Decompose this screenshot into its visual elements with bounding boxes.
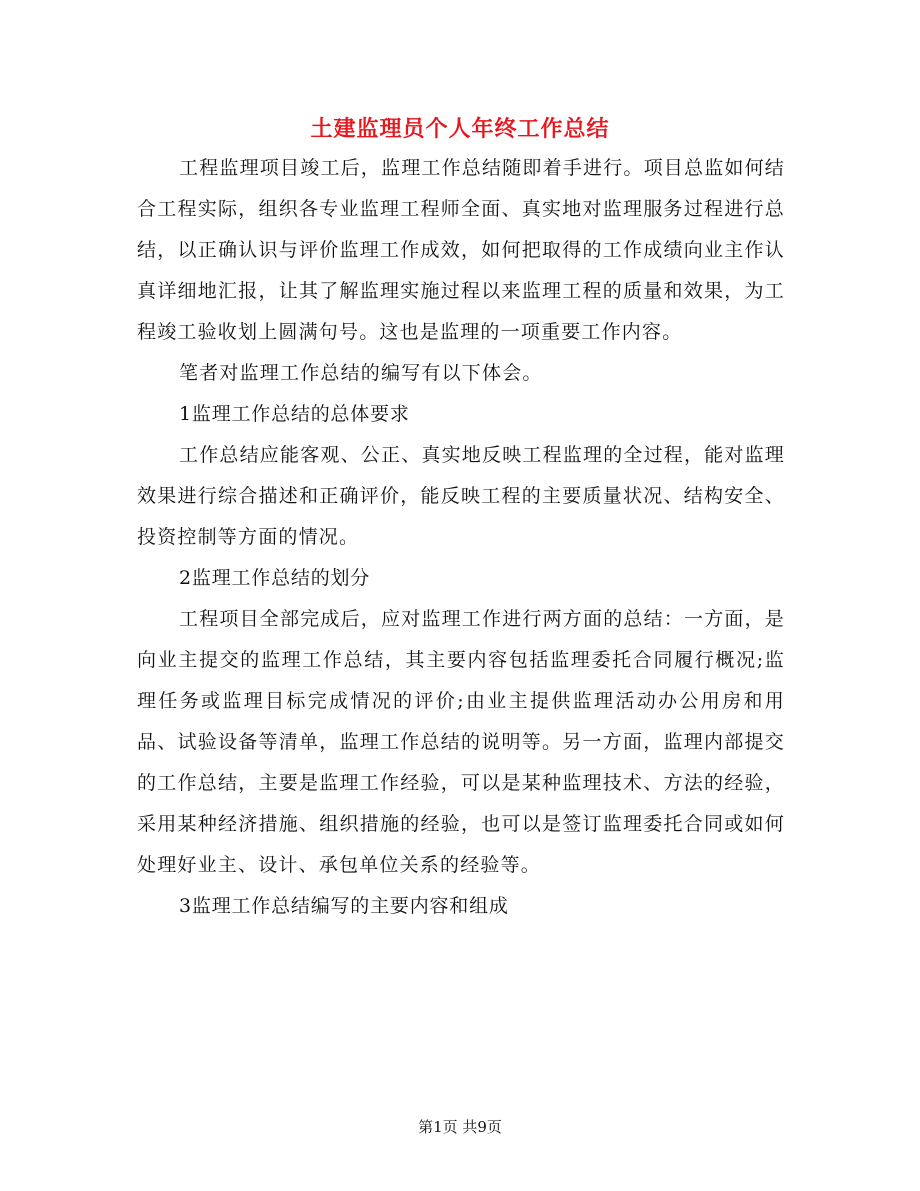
section-heading-1: 1监理工作总结的总体要求 (179, 403, 410, 425)
paragraph-intro: 工程监理项目竣工后，监理工作总结随即着手进行。项目总监如何结合工程实际，组织各专业监理工程师全面、真实地对监理服务过程进行总结，以正确认识与评价监理工作成效，如何把取得的工作成绩向业主作认真详细地汇报，让其了解监理实施过程以来监理工程的质量和效果，为工程竣工验收划上圆满句号。这也是监理的一项重要工作内容。 (137, 157, 786, 343)
document-body (137, 148, 785, 927)
paragraph-requirements: 工作总结应能客观、公正、真实地反映工程监理的全过程，能对监理效果进行综合描述和正确评价，能反映工程的主要质量状况、结构安全、投资控制等方面的情况。 (137, 444, 786, 548)
section-heading-3: 3监理工作总结编写的主要内容和组成 (179, 895, 509, 917)
paragraph-experience: 笔者对监理工作总结的编写有以下体会。 (179, 362, 543, 384)
document-title: 土建监理员个人年终工作总结 (310, 116, 610, 142)
section-heading-2: 2监理工作总结的划分 (179, 567, 371, 589)
page-number: 第1页 共9页 (418, 1118, 502, 1136)
paragraph-division: 工程项目全部完成后，应对监理工作进行两方面的总结：一方面，是向业主提交的监理工作总结，其主要内容包括监理委托合同履行概况;监理任务或监理目标完成情况的评价;由业主提供监理活动办公用房和用品、试验设备等清单，监理工作总结的说明等。另一方面，监理内部提交的工作总结，主要是监理工作经验，可以是某种监理技术、方法的经验，采用某种经济措施、组织措施的经验，也可以是签订监理委托合同或如何处理好业主、设计、承包单位关系的经验等。 (137, 608, 786, 876)
